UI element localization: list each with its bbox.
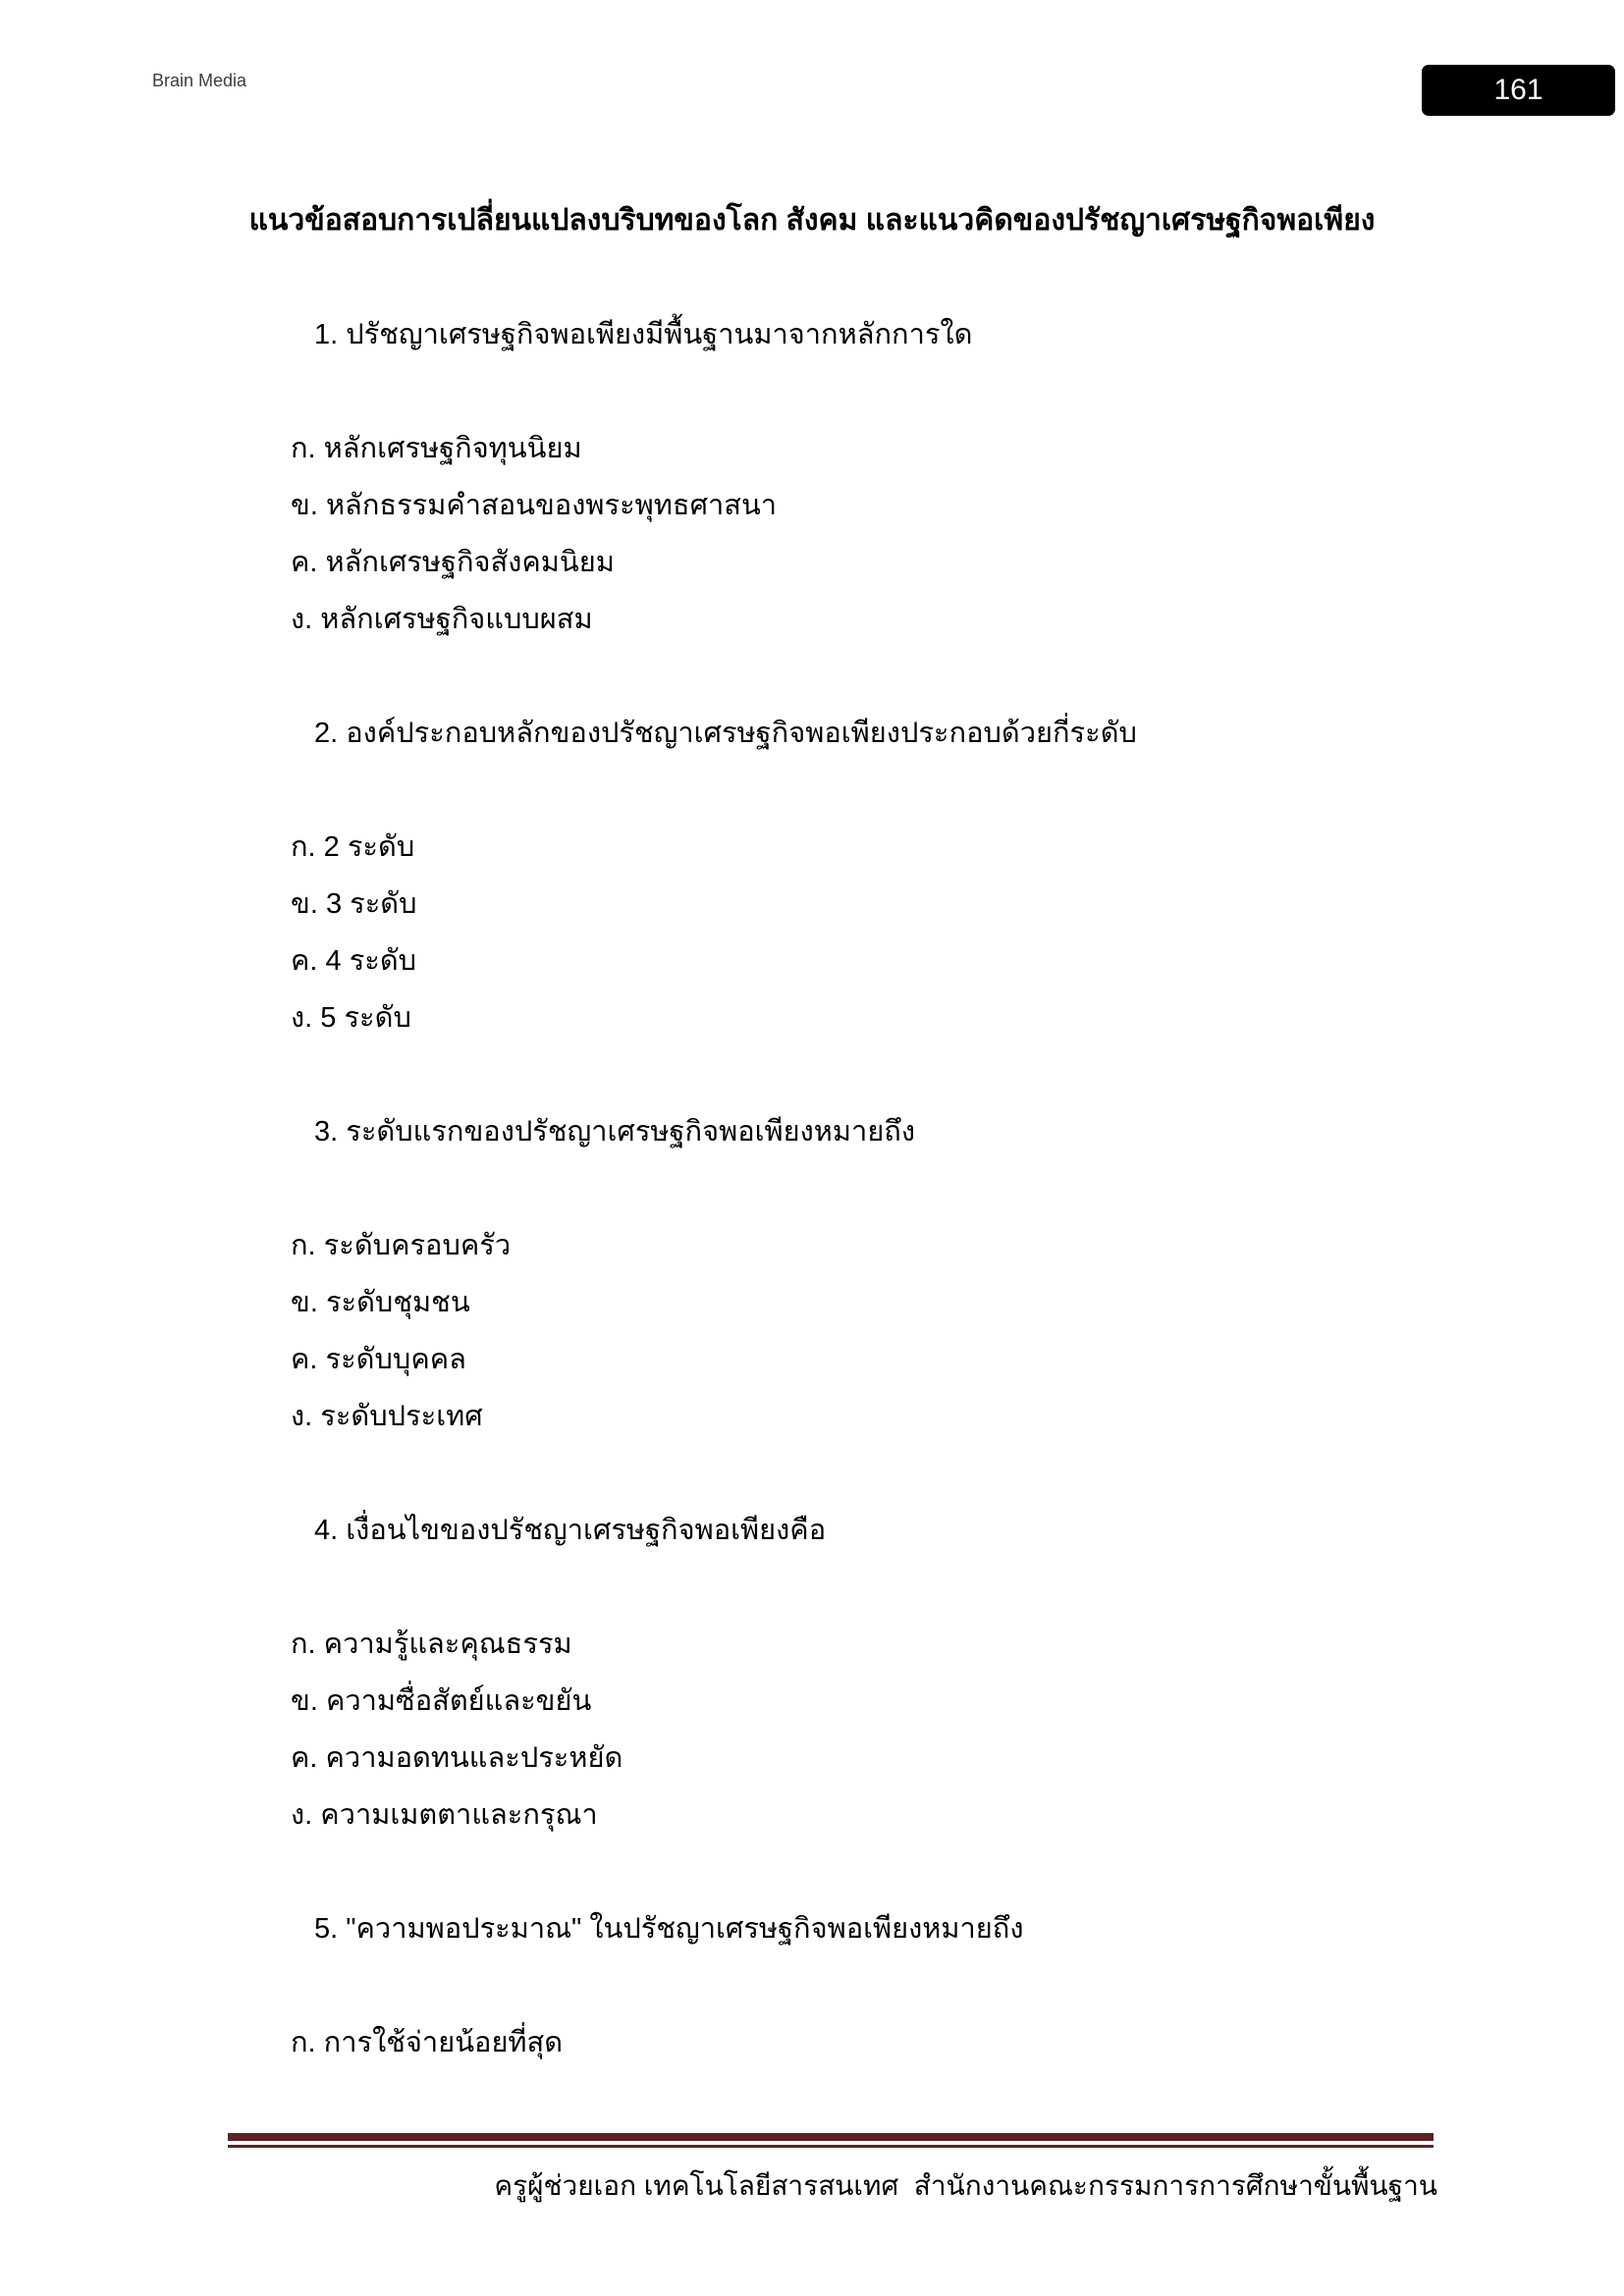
question-text: 2. องค์ประกอบหลักของปรัชญาเศรษฐกิจพอเพียงประกอบด้วยกี่ระดับ [314, 718, 1137, 749]
answer-option: ก. ความรู้และคุณธรรม [291, 1629, 572, 1660]
answer-option: ข. ระดับชุมชน [291, 1287, 470, 1318]
exam-content [0, 192, 1624, 2128]
answer-option: ง. ระดับประเทศ [291, 1401, 483, 1432]
answer-option: ค. หลักเศรษฐกิจสังคมนิยม [291, 547, 615, 578]
question-block-4 [0, 1502, 1624, 1843]
question-text: 1. ปรัชญาเศรษฐกิจพอเพียงมีพื้นฐานมาจากหลักการใด [314, 319, 973, 350]
brand-text: Brain Media [152, 71, 247, 90]
footer-rule-thin [228, 2145, 1434, 2148]
answer-option: ค. 4 ระดับ [291, 945, 417, 977]
question-text: 5. "ความพอประมาณ" ในปรัชญาเศรษฐกิจพอเพียงหมายถึง [314, 1913, 1024, 1945]
footer-credit: ครูผู้ช่วยเอก เทคโนโลยีสารสนเทศ สำนักงานคณะกรรมการการศึกษาขั้นพื้นฐาน [494, 2170, 1437, 2201]
answer-option: ข. ความซื่อสัตย์และขยัน [291, 1685, 592, 1717]
answer-option: ข. 3 ระดับ [291, 888, 417, 920]
page-number: 161 [1493, 74, 1543, 106]
answer-option: ก. ระดับครอบครัว [291, 1230, 512, 1261]
answer-option: ง. ความเมตตาและกรุณา [291, 1799, 598, 1831]
question-text: 3. ระดับแรกของปรัชญาเศรษฐกิจพอเพียงหมายถึง [314, 1116, 916, 1148]
answer-option: ค. ความอดทนและประหยัด [291, 1742, 623, 1774]
footer-rule-thick [228, 2133, 1434, 2141]
answer-option: ง. 5 ระดับ [291, 1002, 411, 1034]
answer-option: ข. หลักธรรมคำสอนของพระพุทธศาสนา [291, 490, 778, 521]
document-title: แนวข้อสอบการเปลี่ยนแปลงบริบทของโลก สังคม และแนวคิดของปรัชญาเศรษฐกิจพอเพียง [248, 204, 1376, 237]
question-block-1 [0, 306, 1624, 648]
answer-option: ค. ระดับบุคคล [291, 1344, 466, 1375]
question-block-2 [0, 705, 1624, 1046]
question-block-5 [0, 1900, 1624, 2071]
question-text: 4. เงื่อนไขของปรัชญาเศรษฐกิจพอเพียงคือ [314, 1515, 827, 1546]
answer-option: ก. 2 ระดับ [291, 831, 415, 863]
question-block-3 [0, 1103, 1624, 1445]
answer-option: ก. หลักเศรษฐกิจทุนนิยม [291, 433, 582, 464]
answer-option: ก. การใช้จ่ายน้อยที่สุด [291, 2027, 564, 2058]
answer-option: ง. หลักเศรษฐกิจแบบผสม [291, 604, 593, 635]
page-number-badge [1422, 65, 1615, 116]
